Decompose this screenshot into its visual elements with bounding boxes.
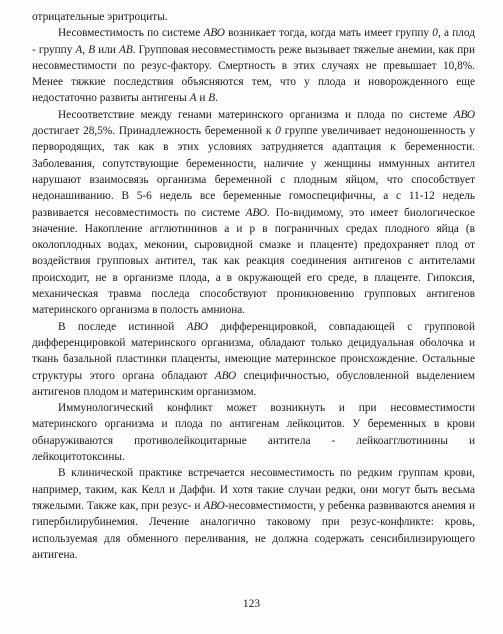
text-run: и (196, 92, 209, 105)
text-run: или (95, 43, 119, 56)
text-run: Несоответствие между генами материнского организма и плода по системе (58, 108, 454, 121)
text-run: . (215, 92, 218, 105)
italic-term: АВО (214, 369, 237, 382)
italic-term: АВО (203, 27, 225, 40)
text-run: группе увеличивает недоношенность у первородящих, так как в этих условиях затрудняется адаптация к беременности. Заболевания, сопутствующие беременности, наличие у женщины иммунных антител нарушают взаимосвязь организма беременной с плодным яйцом, что способствует недонашиванию. В 5-6 недель все беременные гомоспецифичны, а с 11-12 недель развивается несовместимость по системе (32, 125, 475, 219)
paragraph (32, 400, 475, 465)
italic-term: АВО. (245, 206, 270, 219)
body-text (32, 9, 475, 563)
italic-term: 0 (275, 125, 281, 138)
text-run: отрицательные эритроциты. (32, 11, 168, 23)
text-run: специфичностью, обусловленной выделением антигенов плодом и материнским организмом. (32, 369, 476, 398)
text-run: достигает 28,5%. Принадлежность беременной к (32, 125, 276, 138)
italic-term: АВО (186, 320, 208, 333)
italic-term: А, В (75, 43, 96, 56)
text-run: дифференцировкой, совпадающей с групповой дифференцировкой материнского организма, обладают только децидуальная оболочка и ткань базальной пластинки плаценты, имеющие материнское происхождение. Остальные структуры этого органа обладают (32, 320, 475, 382)
italic-term: АВО (453, 108, 475, 121)
italic-term: 0 (432, 27, 438, 40)
italic-term: А (189, 92, 197, 105)
text-run: возникает тогда, когда мать имеет группу (224, 27, 433, 40)
text-run: В последе истинной (58, 320, 187, 333)
italic-term: АВ (118, 43, 133, 56)
page-number: 123 (242, 598, 261, 610)
text-run: . Групповая несовместимость реже вызывает тяжелые анемии, как при несовместимости по резус-фактору. Смертность в этих случаях не превышает 10,8%. Менее тяжкие последствия объясняются тем, что у плода и новорожденного еще недостаточно развиты антигены (32, 43, 475, 105)
text-run: , а плод - группу (32, 27, 476, 56)
text-run: Иммунологический конфликт может возникнуть и при несовместимости материнского организма и плода по антигенам лейкоцитов. У беременных в крови обнаруживаются противолейкоцитарные антитела - лейкоагглютинины и лейкоцитотоксины. (32, 402, 475, 464)
text-run: По-видимому, это имеет биологическое значение. Накопление агглютининов а и р в пограничных средах плодного яйца (в околоплодных водах, меконии, сыровидной смазке и плаценте) предохраняет плод от воздействия групповых антител, так как реакция соединения антигенов с антителами происходит, не в организме плода, а в окружающей его среде, в плаценте. Гипоксия, механическая травма последа способствуют проникновению групповых антигенов материнского организма в полость амниона. (32, 206, 475, 317)
italic-term: АВО- (203, 499, 229, 512)
text-run: В клинической практике встречается несовместимость по редким группам крови, например, таким, как Келл и Даффи. И хотя такие случаи редки, они могут быть весьма тяжелыми. Также как, при резус- и (32, 467, 475, 512)
italic-term: В (208, 92, 216, 105)
paragraph (32, 319, 475, 400)
paragraph (32, 25, 475, 106)
text-run: несовместимости, у ребенка развиваются анемия и гипербилирубинемия. Лечение аналогично таковому при резус-конфликте: кровь, используемая для обменного переливания, не должна содержать сенсибилизирующего антигена. (32, 499, 475, 561)
paragraph (32, 9, 475, 25)
text-run: Несовместимость по системе (58, 27, 204, 40)
paragraph (32, 107, 475, 319)
paragraph (32, 465, 475, 563)
